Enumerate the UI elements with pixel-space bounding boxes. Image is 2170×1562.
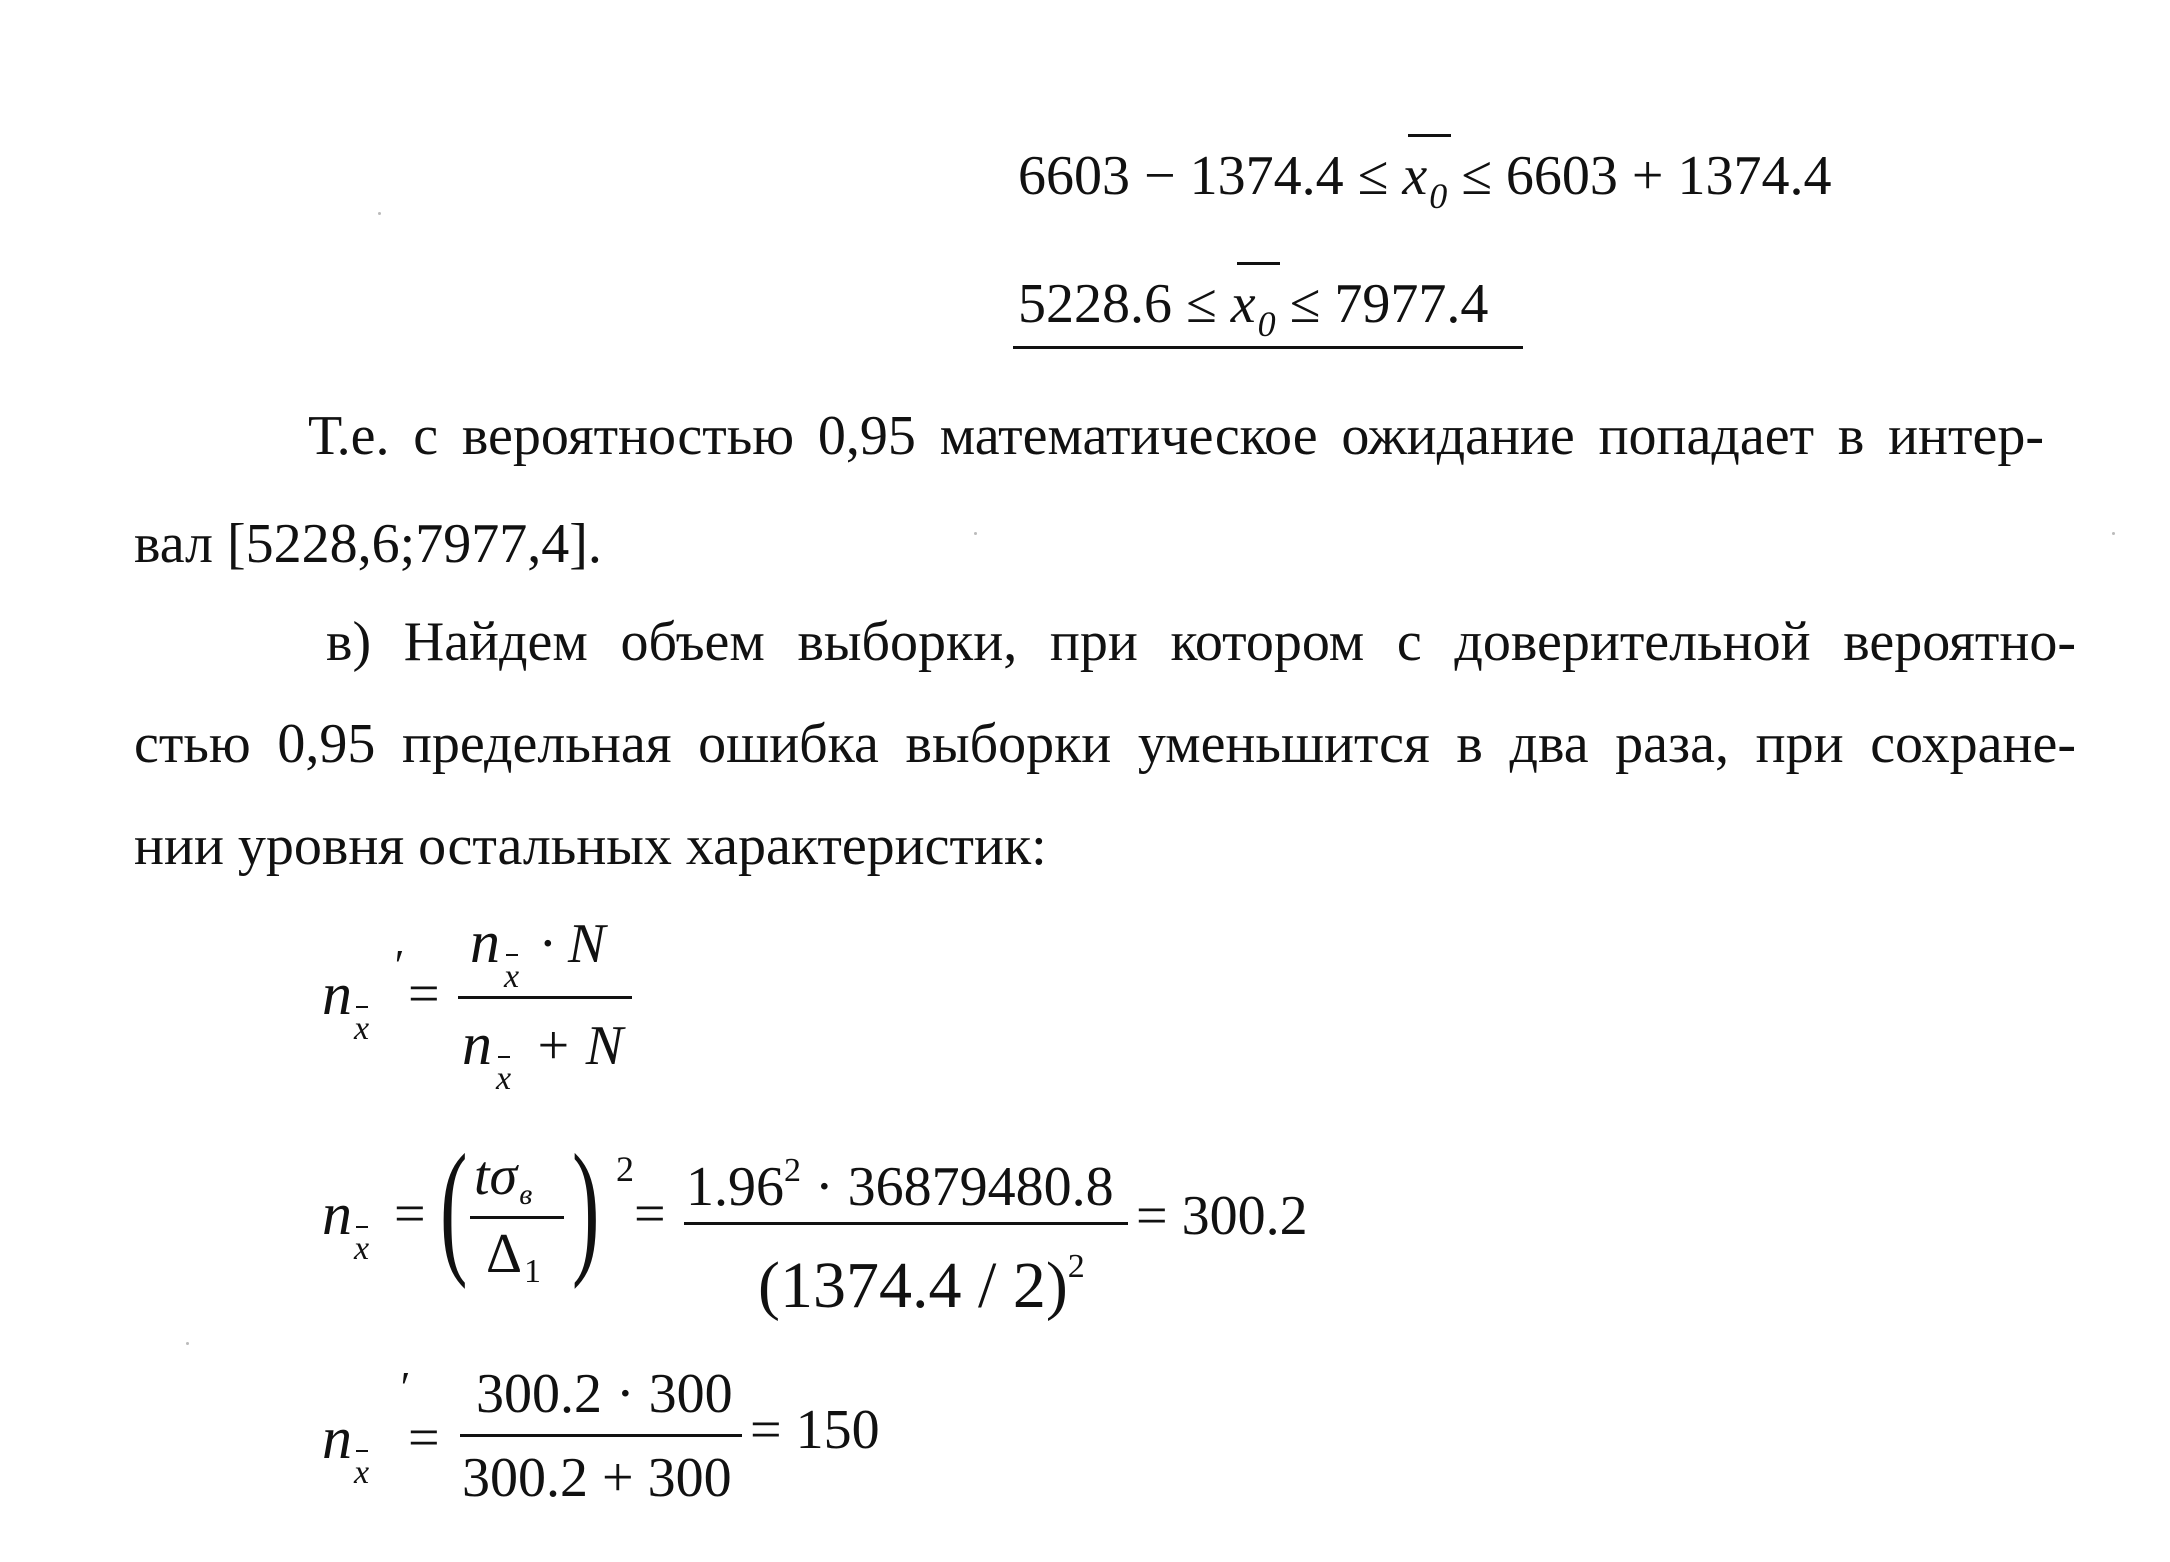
inequality-2-right: ≤ 7977.4: [1275, 273, 1489, 335]
inequality-1-right: ≤ 6603 + 1374.4: [1447, 145, 1832, 207]
formula-3-result: = 150: [750, 1399, 880, 1461]
scan-speck: [974, 532, 977, 535]
formula-3-numerator: 300.2 · 300: [476, 1363, 733, 1425]
inequality-line-2: [1018, 273, 1489, 344]
formula-2-numerator: $1.96^2 \cdot 36879480.8$: [686, 1152, 1114, 1218]
inequality-1-left: 6603 − 1374.4 ≤: [1018, 145, 1403, 207]
inequality-line-1: [1018, 145, 1832, 216]
formula-1-num-x: x: [504, 958, 520, 995]
formula-2-t-sigma: tσв: [474, 1145, 533, 1211]
formula-1-num-rest: · N: [540, 913, 606, 975]
formula-1-lhs-bar: [356, 1006, 368, 1008]
formula-1-lhs-n: n: [322, 961, 352, 1027]
formula-2-inner-fraction-bar: [470, 1216, 564, 1219]
formula-2-left-paren: (: [440, 1124, 468, 1290]
formula-1-equals: =: [408, 963, 440, 1025]
formula-1-fraction-bar: [458, 996, 632, 999]
formula-1-den-n: n: [462, 1011, 492, 1077]
formula-2-result: = 300.2: [1136, 1185, 1308, 1247]
scan-speck: [2112, 532, 2115, 535]
formula-1-num-bar: [506, 954, 518, 956]
inequality-1-mean-var: $x_0$: [1402, 145, 1448, 216]
paragraph-2-line-3: нии уровня остальных характеристик:: [134, 815, 1047, 877]
formula-2-outer-fraction-bar: [684, 1222, 1128, 1225]
formula-2-delta: Δ1: [486, 1223, 542, 1290]
formula-1-lhs-x: x: [354, 1010, 370, 1047]
inequality-2-left: 5228.6 ≤: [1018, 273, 1231, 335]
formula-2-lhs-x: x: [354, 1230, 370, 1267]
paragraph-2-line-2: стью 0,95 предельная ошибка выборки уменьшится в два раза, при сохране-: [134, 713, 2076, 775]
formula-3-lhs-bar: [356, 1450, 368, 1452]
formula-1-den-bar: [498, 1056, 510, 1058]
formula-3-fraction-bar: [460, 1434, 742, 1437]
formula-2-right-paren: ): [572, 1124, 600, 1290]
paragraph-2-line-1: в) Найдем объем выборки, при котором с доверительной вероятно-: [326, 611, 2076, 673]
paragraph-1-line-2: вал [5228,6;7977,4].: [134, 513, 602, 575]
formula-3-lhs-x: x: [354, 1454, 370, 1491]
formula-2-lhs-bar: [356, 1226, 368, 1228]
formula-1-num-n: n: [470, 909, 500, 975]
scan-speck: [378, 212, 381, 215]
formula-3-prime: ′: [398, 1363, 408, 1412]
inequality-2-mean-var: $x_0$: [1230, 273, 1276, 344]
result-underline: [1013, 346, 1523, 349]
paragraph-1-line-1: Т.е. с вероятностью 0,95 математическое ожидание попадает в интер-: [308, 405, 2044, 467]
formula-3-lhs-n: n: [322, 1405, 352, 1471]
formula-1-den-rest: + N: [534, 1015, 624, 1077]
formula-2-power: 2: [616, 1149, 634, 1189]
formula-2-denominator: (1374.4 / 2)$^2$: [758, 1248, 1085, 1322]
formula-1-prime: ′: [392, 941, 402, 990]
formula-2-equals-2: =: [634, 1183, 666, 1245]
formula-1-den-x: x: [496, 1060, 512, 1097]
formula-3-equals: =: [408, 1407, 440, 1469]
formula-3-denominator: 300.2 + 300: [462, 1447, 732, 1509]
scan-speck: [186, 1342, 189, 1345]
formula-2-lhs-n: n: [322, 1181, 352, 1247]
formula-2-equals-1: =: [394, 1183, 426, 1245]
